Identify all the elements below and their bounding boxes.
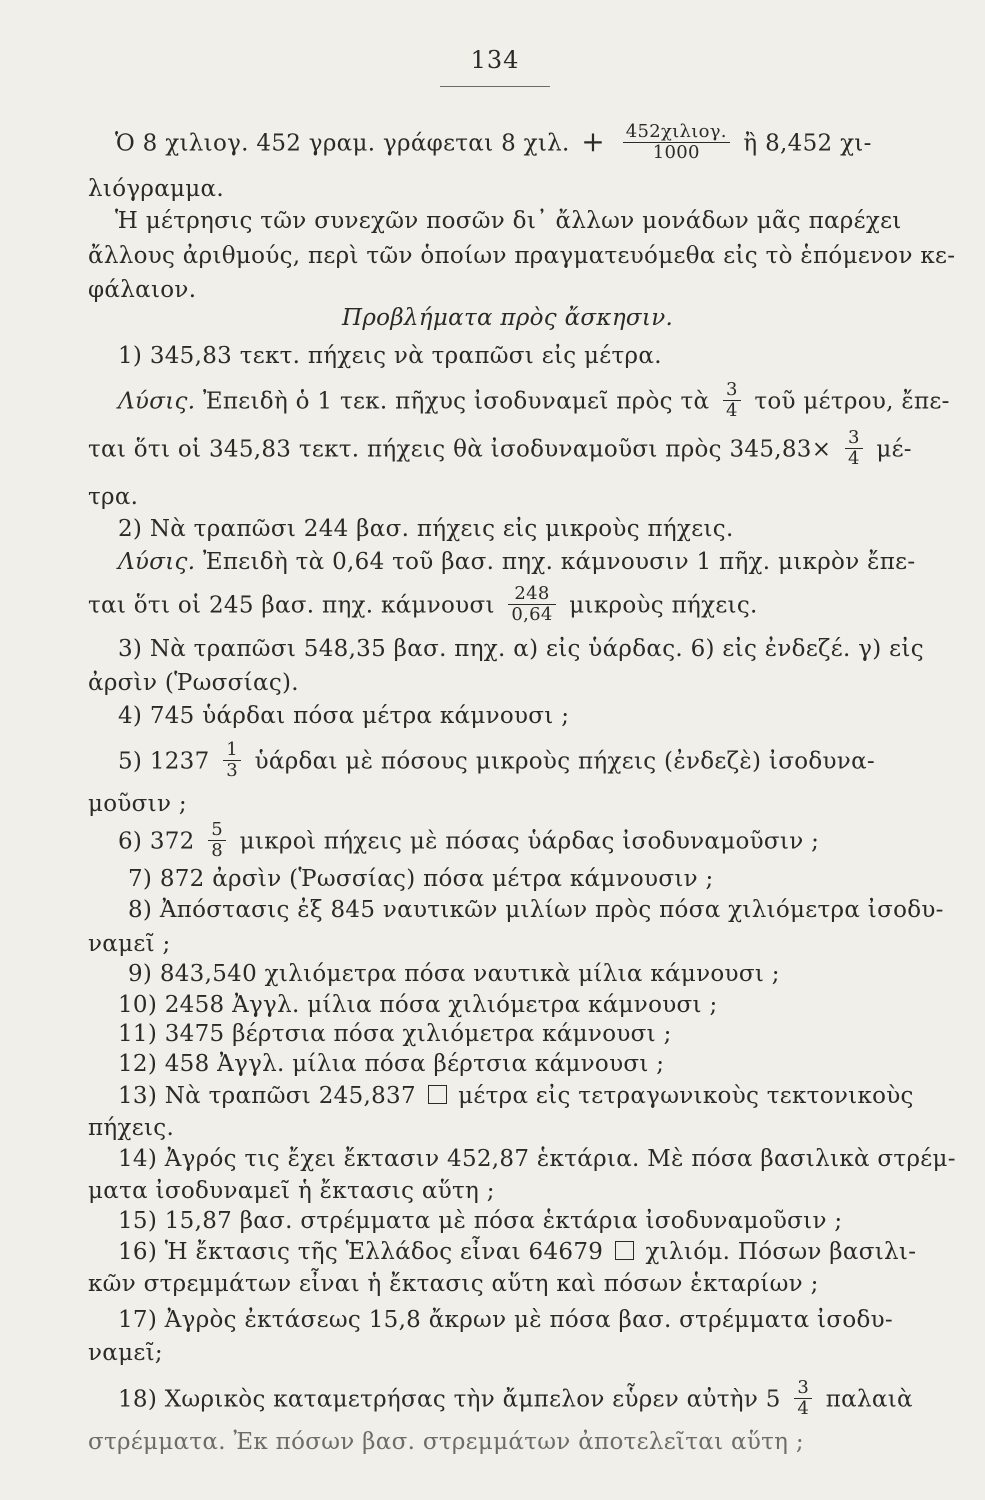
- problem-13-line-2: πήχεις.: [88, 1115, 175, 1141]
- problem-16-text-b: χιλιόμ. Πόσων βασιλι-: [645, 1239, 917, 1265]
- fraction-248-over-064: [508, 584, 555, 625]
- page-number-rule: [440, 86, 550, 87]
- fraction-numerator: 3: [723, 380, 741, 401]
- problem-13-text-a: 13) Νὰ τραπῶσι 245,837: [118, 1083, 416, 1109]
- problem-2-text: Ἐπειδὴ τὰ 0,64 τοῦ βασ. πηχ. κάμνουσιν 1 πῆχ. μικρὸν ἔπε-: [202, 549, 916, 575]
- fraction-1-3: [223, 740, 241, 781]
- problem-13-text-b: μέτρα εἰς τετραγωνικοὺς τεκτονικοὺς: [458, 1083, 914, 1109]
- intro-text-b: ἢ 8,452 χι-: [743, 130, 872, 157]
- lysis-label: Λύσις.: [118, 549, 196, 575]
- fraction-3-4: [845, 428, 863, 469]
- fraction-denominator: 4: [847, 448, 860, 469]
- problem-8-line-2: ναμεῖ ;: [88, 931, 171, 957]
- problem-2-text-b: μικροὺς πήχεις.: [569, 592, 758, 619]
- problem-1-text-c: ται ὅτι οἱ 345,83 τεκτ. πήχεις θὰ ἰσοδυναμοῦσι πρὸς 345,83×: [88, 436, 832, 463]
- intro-line-2: λιόγραμμα.: [88, 176, 224, 202]
- problem-1-line-2: [118, 379, 950, 423]
- problem-17-line-2: ναμεῖ;: [88, 1340, 163, 1366]
- problem-8-line-1: 8) Ἀπόστασις ἐξ 845 ναυτικῶν μιλίων πρὸς πόσα χιλιόμετρα ἰσοδυ-: [128, 897, 944, 923]
- problem-11: 11) 3475 βέρτσια πόσα χιλιόμετρα κάμνουσι ;: [118, 1021, 672, 1047]
- intro-line-3: Ἡ μέτρησις τῶν συνεχῶν ποσῶν δι᾽ ἄλλων μονάδων μᾶς παρέχει: [115, 208, 902, 234]
- problem-4: 4) 745 ὑάρδαι πόσα μέτρα κάμνουσι ;: [118, 703, 570, 729]
- problem-2-line-1: 2) Νὰ τραπῶσι 244 βασ. πήχεις εἰς μικροὺς πήχεις.: [118, 516, 734, 542]
- fraction-numerator: 5: [208, 820, 226, 841]
- problem-1-text-a: Ἐπειδὴ ὁ 1 τεκ. πῆχυς ἰσοδυναμεῖ πρὸς τὰ: [202, 388, 710, 415]
- problem-6: [118, 819, 820, 863]
- problem-7: 7) 872 ἀρσὶν (Ῥωσσίας) πόσα μέτρα κάμνουσιν ;: [128, 866, 714, 892]
- fraction-numerator: 1: [223, 740, 241, 761]
- problem-18-text-b: παλαιὰ: [825, 1386, 913, 1413]
- lysis-label: Λύσις.: [118, 388, 196, 415]
- fraction-denominator: 3: [226, 760, 238, 781]
- problem-15: 15) 15,87 βασ. στρέμματα μὲ πόσα ἑκτάρια ἰσοδυναμοῦσιν ;: [118, 1208, 843, 1234]
- fraction-denominator: 8: [211, 840, 224, 861]
- problem-5-line-2: μοῦσιν ;: [88, 791, 187, 817]
- intro-line-4: ἄλλους ἀριθμούς, περὶ τῶν ὁποίων πραγματευόμεθα εἰς τὸ ἑπόμενον κε-: [88, 243, 956, 269]
- problem-16-line-2: κῶν στρεμμάτων εἶναι ἡ ἔκτασις αὕτη καὶ πόσων ἑκταρίων ;: [88, 1271, 819, 1297]
- plus-sign: +: [581, 124, 606, 158]
- problem-1-text-b: τοῦ μέτρου, ἔπε-: [754, 388, 950, 415]
- problem-5-text-b: ὑάρδαι μὲ πόσους μικροὺς πήχεις (ἐνδεζὲ) ἰσοδυνα-: [254, 748, 875, 775]
- problem-2-line-2: [118, 548, 915, 576]
- square-symbol: [428, 1085, 447, 1104]
- problem-10: 10) 2458 Ἀγγλ. μίλια πόσα χιλιόμετρα κάμνουσι ;: [118, 992, 718, 1018]
- problem-3-line-1: 3) Νὰ τραπῶσι 548,35 βασ. πηχ. α) εἰς ὑάρδας. 6) εἰς ἐνδεζέ. γ) εἰς: [118, 636, 924, 662]
- fraction-numerator: 452χιλιογ.: [623, 122, 730, 143]
- problem-18-line-2: στρέμματα. Ἐκ πόσων βασ. στρεμμάτων ἀποτελεῖται αὕτη ;: [88, 1429, 804, 1455]
- problem-2-text-a: ται ὅτι οἱ 245 βασ. πηχ. κάμνουσι: [88, 592, 495, 619]
- problem-18-text-a: 18) Χωρικὸς καταμετρήσας τὴν ἄμπελον εὗρεν αὐτὴν 5: [118, 1386, 781, 1413]
- intro-text-a: Ὁ 8 χιλιογ. 452 γραμ. γράφεται 8 χιλ.: [115, 130, 570, 157]
- problem-16-line-1: [118, 1238, 916, 1266]
- problem-3-line-2: ἀρσὶν (Ῥωσσίας).: [88, 670, 299, 696]
- problem-14-line-2: ματα ἰσοδυναμεῖ ἡ ἔκτασις αὕτη ;: [88, 1178, 495, 1204]
- problem-14-line-1: 14) Ἀγρός τις ἔχει ἔκτασιν 452,87 ἑκτάρια. Μὲ πόσα βασιλικὰ στρέμ-: [118, 1146, 956, 1172]
- problem-1-line-4: τρα.: [88, 484, 139, 510]
- square-symbol: [615, 1241, 634, 1260]
- intro-line-5: φάλαιον.: [88, 277, 197, 303]
- problem-16-text-a: 16) Ἡ ἔκτασις τῆς Ἑλλάδος εἶναι 64679: [118, 1239, 604, 1265]
- intro-fraction: [623, 122, 730, 163]
- problem-5-line-1: [118, 739, 875, 783]
- intro-line-1: [115, 121, 872, 165]
- problem-17-line-1: 17) Ἀγρὸς ἐκτάσεως 15,8 ἄκρων μὲ πόσα βασ. στρέμματα ἰσοδυ-: [118, 1307, 893, 1333]
- problem-2-line-3: [88, 583, 758, 627]
- problem-18-line-1: [118, 1377, 913, 1421]
- fraction-numerator: 3: [845, 428, 863, 449]
- problem-1-text-d: μέ-: [876, 436, 912, 463]
- problem-1-line-3: [88, 427, 912, 471]
- section-heading: Προβλήματα πρὸς ἄσκησιν.: [342, 305, 674, 331]
- problem-12: 12) 458 Ἀγγλ. μίλια πόσα βέρτσια κάμνουσι ;: [118, 1051, 665, 1077]
- fraction-denominator: 1000: [652, 142, 700, 163]
- fraction-3-4: [723, 380, 741, 421]
- fraction-numerator: 3: [794, 1378, 812, 1399]
- fraction-denominator: 4: [725, 400, 738, 421]
- fraction-denominator: 0,64: [511, 604, 553, 625]
- fraction-3-4: [794, 1378, 812, 1419]
- problem-5-text-a: 5) 1237: [118, 748, 210, 775]
- problem-13-line-1: [118, 1082, 914, 1110]
- problem-6-text-a: 6) 372: [118, 828, 195, 855]
- problem-6-text-b: μικροὶ πήχεις μὲ πόσας ὑάρδας ἰσοδυναμοῦσιν ;: [239, 828, 820, 855]
- problem-1-line-1: 1) 345,83 τεκτ. πήχεις νὰ τραπῶσι εἰς μέτρα.: [118, 343, 662, 369]
- problem-9: 9) 843,540 χιλιόμετρα πόσα ναυτικὰ μίλια κάμνουσι ;: [128, 961, 780, 987]
- page-number: 134: [470, 46, 520, 74]
- fraction-numerator: 248: [508, 584, 555, 605]
- fraction-5-8: [208, 820, 226, 861]
- fraction-denominator: 4: [797, 1398, 810, 1419]
